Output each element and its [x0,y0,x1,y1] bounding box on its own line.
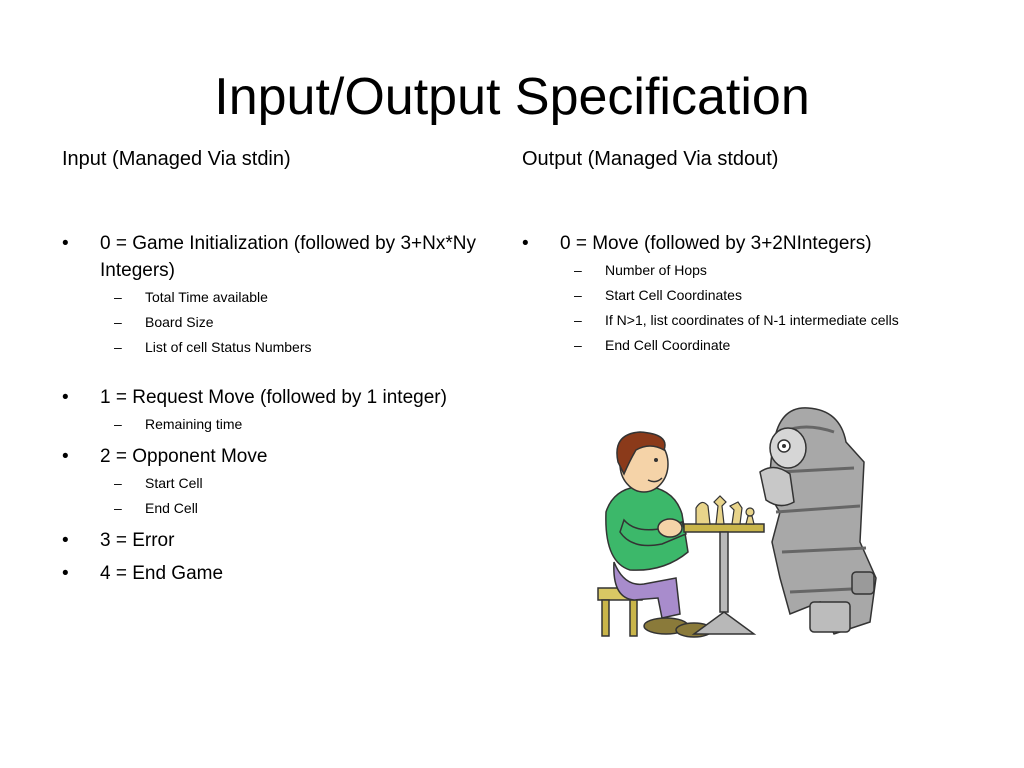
sub-item-label: End Cell [145,500,198,516]
list-item-label: 0 = Game Initialization (followed by 3+Nx*Ny Integers) [100,233,476,281]
dash-icon: – [574,287,582,303]
sub-list-item [560,283,982,308]
sub-list [100,285,502,360]
output-column [522,146,982,358]
list-item-label: 3 = Error [100,530,175,551]
sub-list [560,258,982,358]
bullet-icon: • [62,563,69,584]
list-item [62,230,502,360]
dash-icon: – [574,262,582,278]
sub-item-label: Total Time available [145,289,268,305]
bullet-icon: • [62,446,69,467]
sub-item-label: If N>1, list coordinates of N-1 intermediate cells [605,312,899,328]
bullet-icon: • [62,233,69,254]
list-item [62,443,502,521]
input-column [62,146,502,587]
list-item [62,384,502,437]
sub-list-item [560,258,982,283]
output-heading: Output (Managed Via stdout) [522,148,779,170]
sub-item-label: Remaining time [145,416,243,432]
dash-icon: – [114,339,122,355]
sub-list-item [100,310,502,335]
dash-icon: – [574,312,582,328]
dash-icon: – [114,289,122,305]
sub-item-label: List of cell Status Numbers [145,339,312,355]
sub-list [100,412,502,437]
dash-icon: – [114,314,122,330]
sub-item-label: Number of Hops [605,262,707,278]
list-item [522,230,982,358]
list-item [62,527,502,554]
sub-list-item [100,335,502,360]
dash-icon: – [114,475,122,491]
input-list [62,230,502,587]
bullet-icon: • [62,530,69,551]
bullet-icon: • [62,387,69,408]
sub-item-label: Start Cell Coordinates [605,287,742,303]
sub-list-item [560,333,982,358]
sub-item-label: Start Cell [145,475,203,491]
sub-list-item [560,308,982,333]
list-item-label: 2 = Opponent Move [100,446,268,467]
sub-list [100,471,502,521]
dash-icon: – [114,500,122,516]
sub-item-label: Board Size [145,314,214,330]
output-list [522,230,982,358]
bullet-icon: • [522,233,529,254]
sub-list-item [100,285,502,310]
dash-icon: – [574,337,582,353]
list-item [62,560,502,587]
sub-list-item [100,412,502,437]
dash-icon: – [114,416,122,432]
list-item-label: 1 = Request Move (followed by 1 integer) [100,387,447,408]
list-item-label: 0 = Move (followed by 3+2NIntegers) [560,233,872,254]
sub-list-item [100,471,502,496]
input-heading: Input (Managed Via stdin) [62,148,291,170]
list-item-label: 4 = End Game [100,563,224,584]
slide-title: Input/Output Specification [214,68,810,126]
sub-list-item [100,496,502,521]
chess-players-clipart [584,402,884,647]
sub-item-label: End Cell Coordinate [605,337,731,353]
